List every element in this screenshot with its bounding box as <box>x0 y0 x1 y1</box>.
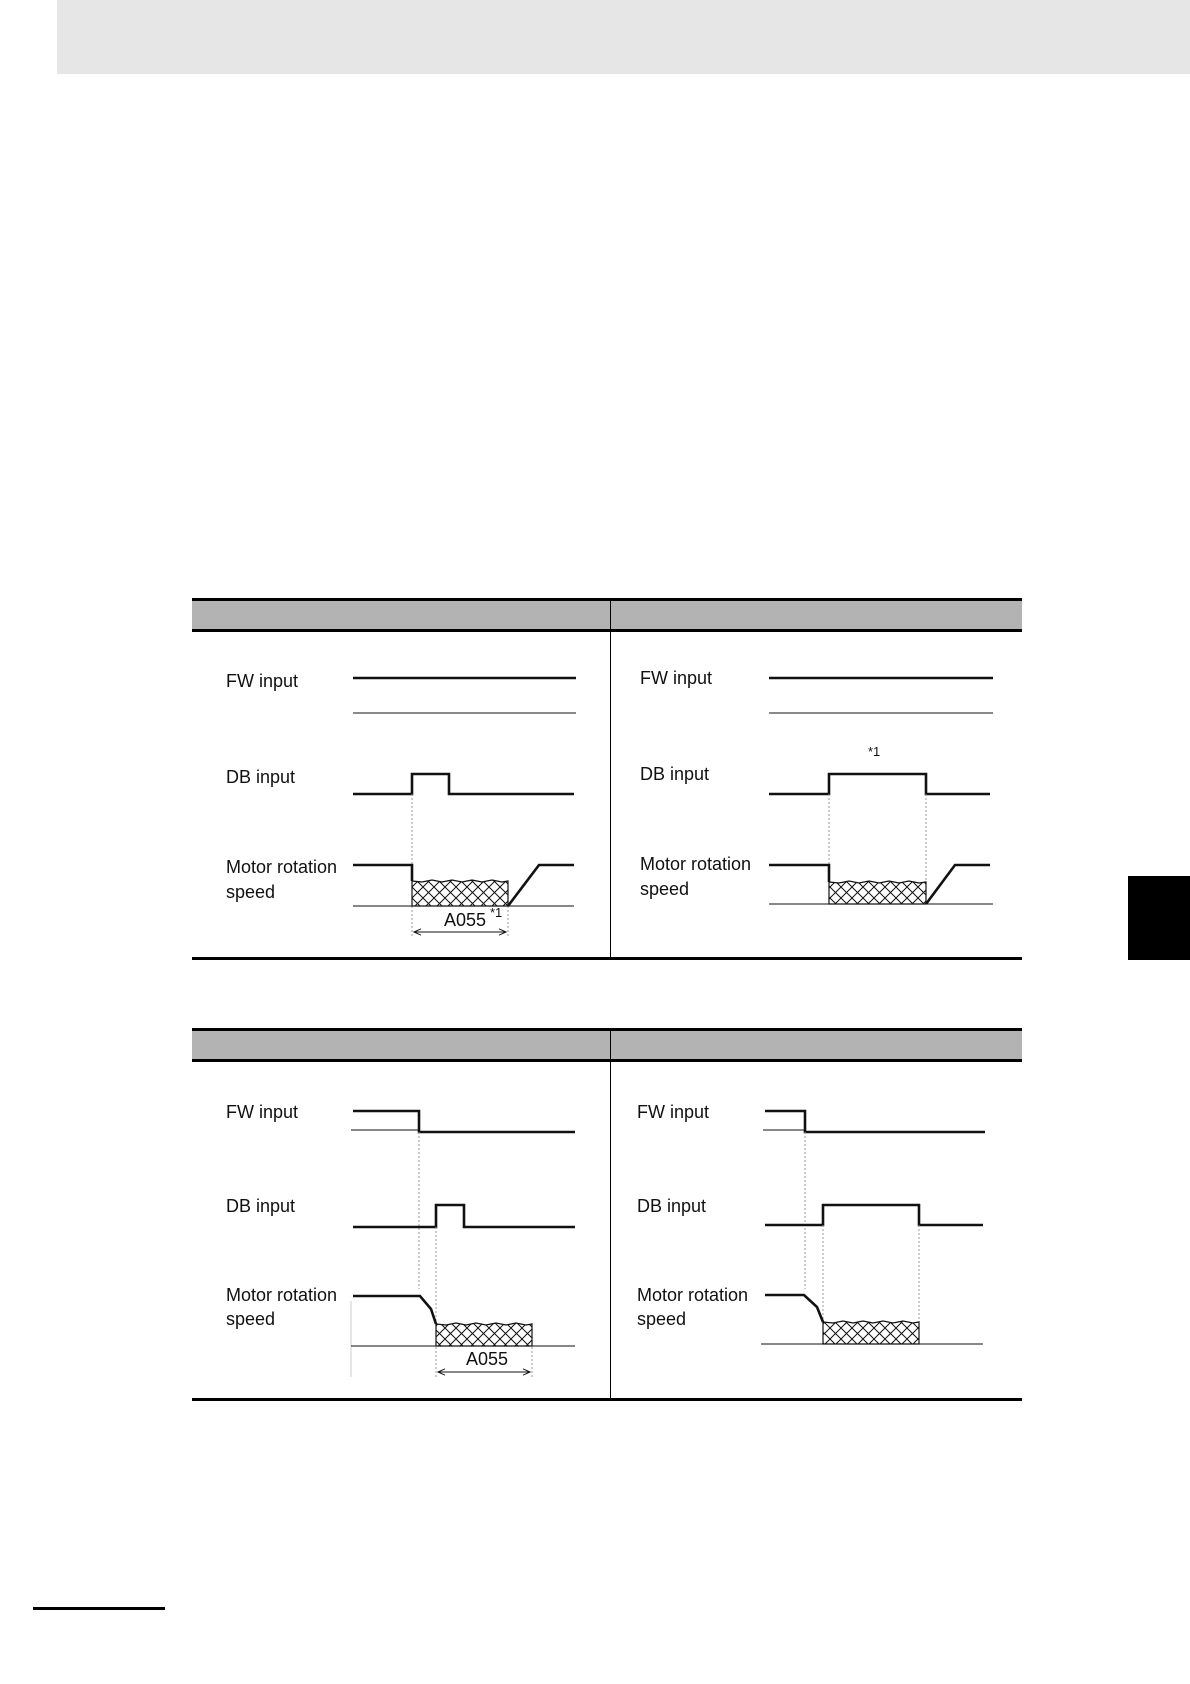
db-input-signal <box>765 1205 983 1225</box>
timing-diagram-t1-right <box>192 601 1022 957</box>
motor-speed-label-2: speed <box>640 879 690 899</box>
db-input-label: DB input <box>640 764 710 784</box>
db-input-label: DB input <box>226 767 296 787</box>
brake-hatch-area <box>823 1321 919 1344</box>
motor-speed-label: Motor rotation <box>226 857 338 877</box>
motor-speed-recovery <box>926 865 990 904</box>
db-input-label: DB input <box>226 1196 296 1216</box>
brake-hatch-area <box>829 881 926 904</box>
footer-rule <box>33 1607 165 1610</box>
motor-speed-label: Motor rotation <box>226 1285 338 1305</box>
motor-speed-label: Motor rotation <box>637 1285 749 1305</box>
fw-input-label: FW input <box>637 1102 710 1122</box>
motor-speed-label-2: speed <box>226 1309 276 1329</box>
timing-table-2 <box>192 1028 1022 1401</box>
chapter-tab <box>1128 876 1190 960</box>
fw-input-label: FW input <box>226 1102 299 1122</box>
db-input-signal <box>769 774 990 794</box>
timing-diagram-t2-right <box>192 1031 1022 1398</box>
note-ref: *1 <box>490 905 503 920</box>
motor-speed-label: Motor rotation <box>640 854 752 874</box>
a055-label: A055 <box>444 910 487 930</box>
motor-speed-label-2: speed <box>226 882 276 902</box>
fw-input-label: FW input <box>640 668 713 688</box>
motor-speed-signal <box>765 1295 823 1322</box>
timing-table-1 <box>192 598 1022 960</box>
fw-input-signal <box>765 1111 985 1132</box>
fw-input-label: FW input <box>226 671 299 691</box>
note-ref: *1 <box>868 744 881 759</box>
header-band <box>57 0 1190 74</box>
db-input-label: DB input <box>637 1196 707 1216</box>
motor-speed-label-2: speed <box>637 1309 687 1329</box>
a055-label: A055 <box>466 1349 509 1369</box>
motor-speed-signal <box>769 865 829 882</box>
